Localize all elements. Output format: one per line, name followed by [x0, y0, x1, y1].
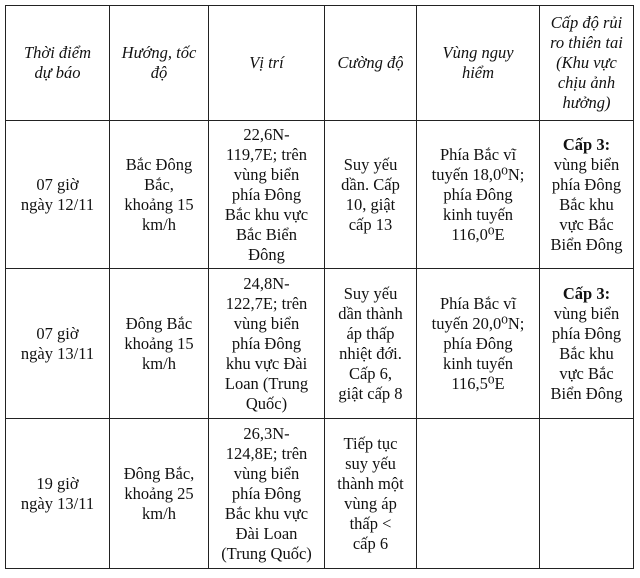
table-row: [6, 269, 634, 419]
cell-time: 07 giờ ngày 13/11: [6, 269, 110, 419]
cell-intensity: Suy yếu dần thành áp thấp nhiệt đới. Cấp 6, giật cấp 8: [325, 269, 417, 419]
cell-position: 22,6N- 119,7E; trên vùng biển phía Đông Bắc khu vực Bắc Biển Đông: [209, 121, 325, 269]
header-intensity: Cường độ: [325, 6, 417, 121]
cell-direction: Đông Bắc khoảng 15 km/h: [110, 269, 209, 419]
cell-time: 19 giờ ngày 13/11: [6, 419, 110, 569]
header-position: Vị trí: [209, 6, 325, 121]
risk-area: vùng biển phía Đông Bắc khu vực Bắc Biển Đông: [550, 303, 623, 403]
header-danger-zone: Vùng nguy hiểm: [417, 6, 540, 121]
cell-time: 07 giờ ngày 12/11: [6, 121, 110, 269]
cell-intensity: Suy yếu dần. Cấp 10, giật cấp 13: [325, 121, 417, 269]
cell-risk: [540, 269, 634, 419]
cell-risk: [540, 121, 634, 269]
cell-position: 24,8N- 122,7E; trên vùng biển phía Đông khu vực Đài Loan (Trung Quốc): [209, 269, 325, 419]
forecast-table: [5, 5, 634, 569]
header-row: [6, 6, 634, 121]
header-risk-level: Cấp độ rủi ro thiên tai (Khu vực chịu ảnh hưởng): [540, 6, 634, 121]
cell-intensity: Tiếp tục suy yếu thành một vùng áp thấp < cấp 6: [325, 419, 417, 569]
cell-danger-zone: Phía Bắc vĩ tuyến 18,0⁰N; phía Đông kinh tuyến 116,0⁰E: [417, 121, 540, 269]
cell-direction: Bắc Đông Bắc, khoảng 15 km/h: [110, 121, 209, 269]
header-time: Thời điểm dự báo: [6, 6, 110, 121]
cell-position: 26,3N- 124,8E; trên vùng biển phía Đông Bắc khu vực Đài Loan (Trung Quốc): [209, 419, 325, 569]
cell-direction: Đông Bắc, khoảng 25 km/h: [110, 419, 209, 569]
table-row: [6, 419, 634, 569]
header-direction: Hướng, tốc độ: [110, 6, 209, 121]
cell-danger-zone: Phía Bắc vĩ tuyến 20,0⁰N; phía Đông kinh tuyến 116,5⁰E: [417, 269, 540, 419]
risk-area: vùng biển phía Đông Bắc khu vực Bắc Biển Đông: [550, 154, 623, 254]
cell-danger-zone: [417, 419, 540, 569]
cell-risk: [540, 419, 634, 569]
risk-level: Cấp 3:: [562, 134, 611, 154]
risk-level: Cấp 3:: [562, 283, 611, 303]
table-row: [6, 121, 634, 269]
